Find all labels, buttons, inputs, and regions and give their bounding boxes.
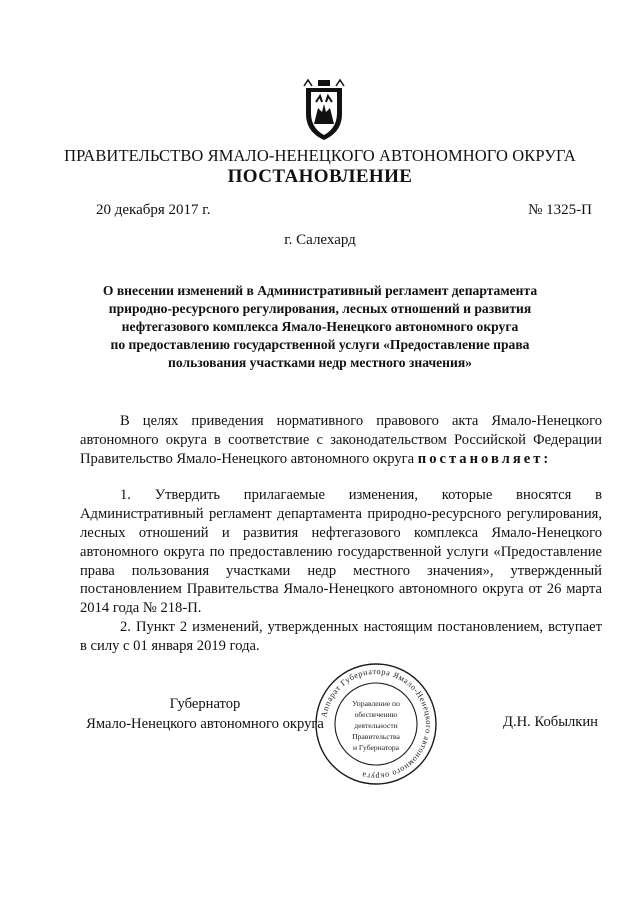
- document-title: [80, 282, 560, 372]
- title-line: нефтегазового комплекса Ямало-Ненецкого автономного округа: [121, 319, 519, 334]
- seal-line: обеспечению: [354, 710, 398, 719]
- title-line: природно-ресурсного регулирования, лесных отношений и развития: [108, 301, 532, 316]
- government-name: ПРАВИТЕЛЬСТВО ЯМАЛО-НЕНЕЦКОГО АВТОНОМНОГО ОКРУГА: [64, 146, 576, 165]
- coat-of-arms-emblem: [298, 78, 350, 142]
- official-seal-stamp: [312, 660, 440, 788]
- title-line: по предоставлению государственной услуги «Предоставление права: [110, 337, 530, 352]
- signatory-position: [80, 694, 330, 734]
- seal-line: и Губернатора: [352, 743, 400, 752]
- document-date: 20 декабря 2017 г.: [96, 202, 211, 218]
- document-number: № 1325-П: [528, 202, 592, 218]
- document-body: [80, 412, 602, 656]
- preamble-text: В целях приведения нормативного правового акта Ямало-Ненецкого автономного округа в соответствие с законодательством Российской Федерации Правительство Ямало-Ненецкого автономного округа: [80, 413, 602, 467]
- title-line: О внесении изменений в Административный регламент департамента: [102, 283, 538, 298]
- seal-line: Управление по: [352, 699, 400, 708]
- document-type: ПОСТАНОВЛЕНИЕ: [227, 166, 413, 187]
- item-paragraph-2: 2. Пункт 2 изменений, утвержденных настоящим постановлением, вступает в силу с 01 января 2019 года.: [80, 618, 602, 654]
- preamble-resolves: постановляет:: [417, 450, 552, 467]
- seal-line: Правительства: [352, 732, 400, 741]
- preamble-paragraph: [80, 412, 602, 468]
- seal-line: деятельности: [354, 721, 398, 730]
- seal-ring-text: Аппарат Губернатора Ямало-Ненецкого автономного округа: [319, 666, 434, 782]
- signatory-position-line-1: Губернатор: [169, 696, 241, 712]
- item-paragraph-1: 1. Утвердить прилагаемые изменения, которые вносятся в Административный регламент департамента природно-ресурсного регулирования, лесных отношений и развития нефтегазового комплекса Ямало-Ненецкого автономного округа по предоставлению государственной услуги «Предоставление права пользования участками недр местного значения», утвержденный постановлением Правительства Ямало-Ненецкого автономного округа от 26 марта 2014 года № 218-П.: [80, 487, 602, 617]
- document-city: г. Салехард: [284, 232, 356, 248]
- signatory-position-line-2: Ямало-Ненецкого автономного округа: [86, 716, 324, 732]
- signatory-name: Д.Н. Кобылкин: [503, 714, 598, 730]
- title-line: пользования участками недр местного значения»: [168, 355, 472, 370]
